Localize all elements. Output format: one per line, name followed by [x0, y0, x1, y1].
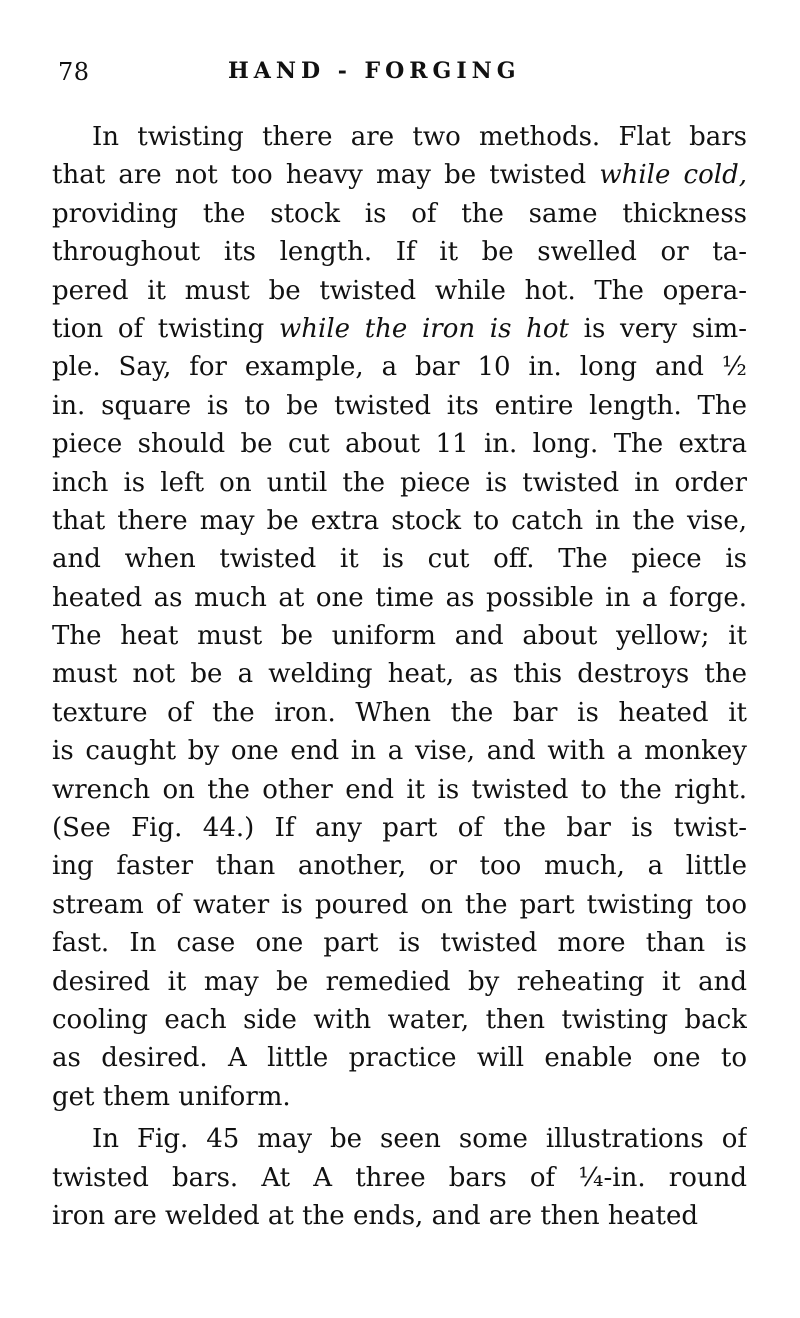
text-line	[52, 1197, 747, 1235]
body-text	[52, 118, 747, 1235]
text-line	[52, 387, 747, 425]
text-line	[52, 502, 747, 540]
text-line	[52, 809, 747, 847]
text-line	[52, 272, 747, 310]
text-run: In Fig. 45 may be seen some illustrations of	[92, 1124, 747, 1155]
text-line	[52, 963, 747, 1001]
text-run: piece should be cut about 11 in. long. The extra	[52, 429, 747, 460]
text-line	[52, 1159, 747, 1197]
text-run: texture of the iron. When the bar is heated it	[52, 697, 747, 728]
text-line	[52, 1078, 747, 1116]
italic-text: while the iron is hot	[279, 313, 569, 344]
paragraph	[52, 118, 747, 1116]
text-line	[52, 847, 747, 885]
text-line	[52, 348, 747, 386]
text-line	[52, 1120, 747, 1158]
text-line	[52, 1039, 747, 1077]
text-run: (See Fig. 44.) If any part of the bar is twist-	[52, 813, 747, 844]
text-line	[52, 233, 747, 271]
text-run: pered it must be twisted while hot. The opera-	[52, 275, 747, 306]
running-title: HAND - FORGING	[228, 58, 521, 84]
text-line	[52, 579, 747, 617]
text-line	[52, 464, 747, 502]
text-line	[52, 195, 747, 233]
text-run: inch is left on until the piece is twisted in order	[52, 467, 747, 498]
text-run: heated as much at one time as possible in a forge.	[52, 582, 747, 613]
text-run: wrench on the other end it is twisted to the right.	[52, 774, 747, 805]
text-run: providing the stock is of the same thickness	[52, 198, 747, 229]
text-run: must not be a welding heat, as this destroys the	[52, 659, 747, 690]
text-line	[52, 118, 747, 156]
text-run: and when twisted it is cut off. The piece is	[52, 544, 747, 575]
paragraph	[52, 1120, 747, 1235]
text-run: The heat must be uniform and about yellow; it	[52, 621, 747, 652]
text-run: fast. In case one part is twisted more than is	[52, 928, 747, 959]
text-run: in. square is to be twisted its entire length. The	[52, 390, 747, 421]
text-line	[52, 540, 747, 578]
text-line	[52, 425, 747, 463]
text-run: twisted bars. At A three bars of ¼-in. round	[52, 1162, 747, 1193]
text-run: desired it may be remedied by reheating it and	[52, 966, 747, 997]
text-line	[52, 886, 747, 924]
text-run: is caught by one end in a vise, and with a monkey	[52, 736, 747, 767]
text-run: as desired. A little practice will enable one to	[52, 1043, 747, 1074]
text-line	[52, 732, 747, 770]
italic-text: while cold,	[599, 160, 747, 191]
text-run: stream of water is poured on the part twisting too	[52, 889, 747, 920]
text-run: ing faster than another, or too much, a little	[52, 851, 747, 882]
text-run: that are not too heavy may be twisted	[52, 160, 600, 191]
text-line	[52, 924, 747, 962]
text-line	[52, 771, 747, 809]
text-line	[52, 655, 747, 693]
text-run: iron are welded at the ends, and are then heated	[52, 1200, 699, 1231]
running-head	[58, 58, 748, 90]
text-line	[52, 694, 747, 732]
text-line	[52, 310, 747, 348]
text-line	[52, 156, 747, 194]
text-run: tion of twisting	[52, 313, 280, 344]
text-run: ple. Say, for example, a bar 10 in. long and ½	[52, 352, 747, 383]
text-line	[52, 1001, 747, 1039]
text-run: get them uniform.	[52, 1081, 291, 1112]
page-number: 78	[58, 58, 90, 86]
text-line	[52, 617, 747, 655]
text-run: In twisting there are two methods. Flat bars	[92, 122, 747, 152]
text-run: cooling each side with water, then twisting back	[52, 1004, 747, 1035]
text-run: that there may be extra stock to catch in the vise,	[52, 505, 747, 536]
text-run: throughout its length. If it be swelled or ta-	[52, 237, 747, 268]
text-run: is very sim-	[569, 313, 747, 344]
